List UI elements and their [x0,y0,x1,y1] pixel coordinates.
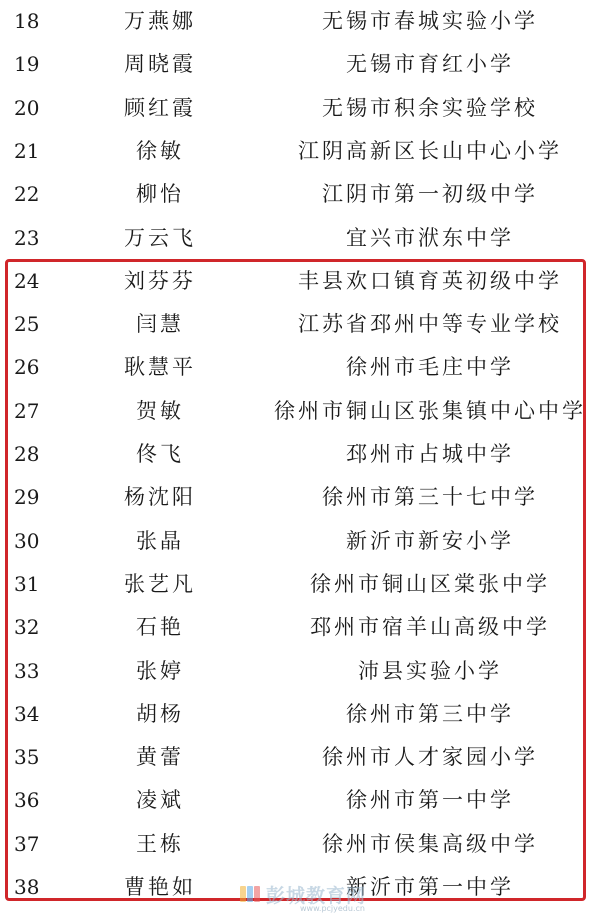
school-name: 新沂市新安小学 [346,528,514,553]
person-name: 王栋 [136,831,184,856]
person-name: 闫慧 [136,312,184,337]
school-name: 邳州市占城中学 [346,442,514,466]
person-name: 刘芬芬 [124,268,196,293]
person-name: 徐敏 [136,138,184,163]
person-name: 贺敏 [136,398,184,423]
table-row [0,87,600,130]
row-number: 31 [14,571,40,596]
row-number: 32 [14,615,40,640]
row-number: 25 [14,312,40,337]
row-number: 18 [14,9,40,33]
row-number: 33 [14,658,40,683]
row-number: 19 [14,52,40,77]
book-logo-icon [240,884,262,904]
person-name: 周晓霞 [124,52,196,77]
school-name: 江阴市第一初级中学 [322,182,538,207]
school-name: 宜兴市洑东中学 [346,225,514,250]
row-number: 28 [14,442,40,466]
person-name: 杨沈阳 [124,485,196,510]
row-number: 23 [14,225,40,250]
school-name: 徐州市第三十七中学 [322,485,538,510]
school-name: 丰县欢口镇育英初级中学 [298,268,562,293]
school-name: 徐州市第一中学 [346,788,514,813]
row-number: 20 [14,95,40,120]
person-name: 黄蕾 [136,745,184,770]
table-row [0,130,600,173]
row-number: 24 [14,268,40,293]
school-name: 无锡市积余实验学校 [322,95,538,120]
school-name: 江苏省邳州中等专业学校 [298,312,562,337]
school-name: 徐州市铜山区张集镇中心中学 [274,398,586,423]
highlight-box [5,259,586,901]
table-row [0,173,600,216]
school-name: 徐州市侯集高级中学 [322,831,538,856]
school-name: 新沂市第一中学 [346,875,514,899]
row-number: 21 [14,138,40,163]
row-number: 37 [14,831,40,856]
school-name: 徐州市毛庄中学 [346,355,514,380]
school-name: 无锡市育红小学 [346,52,514,77]
person-name: 万云飞 [124,225,196,250]
school-name: 无锡市春城实验小学 [322,9,538,33]
watermark-text: 彭城教育网 [266,884,367,907]
table-row [0,0,600,43]
person-name: 万燕娜 [124,9,196,33]
row-number: 34 [14,701,40,726]
person-name: 张晶 [136,528,184,553]
person-name: 佟飞 [136,442,184,466]
person-name: 耿慧平 [124,355,196,380]
row-number: 26 [14,355,40,380]
row-number: 38 [14,875,40,899]
table-row [0,217,600,260]
school-name: 邳州市宿羊山高级中学 [310,615,550,640]
person-name: 凌斌 [136,788,184,813]
school-name: 江阴高新区长山中心小学 [298,138,562,163]
row-number: 36 [14,788,40,813]
person-name: 石艳 [136,615,184,640]
school-name: 徐州市铜山区棠张中学 [310,571,550,596]
school-name: 沛县实验小学 [358,658,502,683]
person-name: 胡杨 [136,701,184,726]
row-number: 35 [14,745,40,770]
row-number: 29 [14,485,40,510]
person-name: 顾红霞 [124,95,196,120]
watermark-url: www.pcjyedu.cn [300,904,365,913]
row-number: 30 [14,528,40,553]
person-name: 柳怡 [136,182,184,207]
person-name: 张艺凡 [124,571,196,596]
table-row [0,43,600,86]
person-name: 曹艳如 [124,875,196,899]
school-name: 徐州市人才家园小学 [322,745,538,770]
row-number: 27 [14,398,40,423]
school-name: 徐州市第三中学 [346,701,514,726]
person-name: 张婷 [136,658,184,683]
row-number: 22 [14,182,40,207]
